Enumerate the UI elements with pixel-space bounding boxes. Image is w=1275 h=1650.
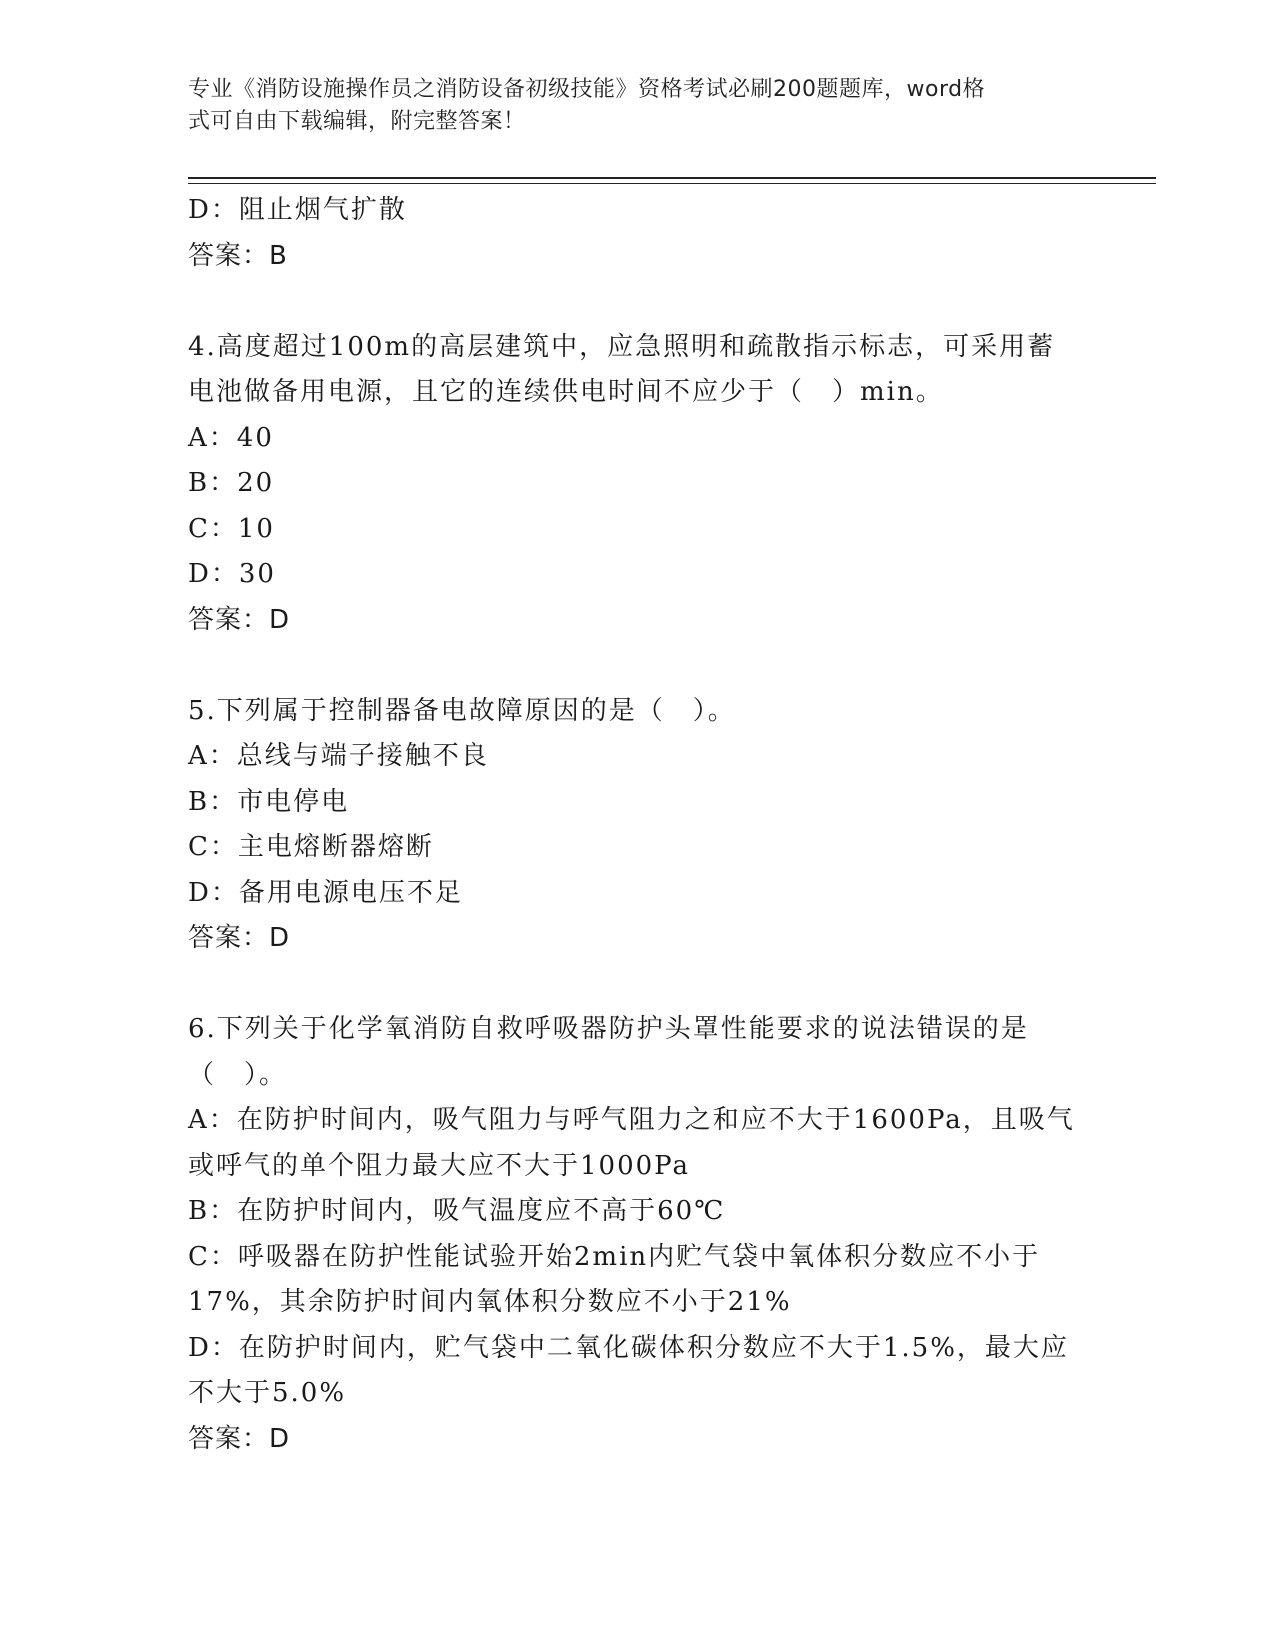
q6-stem-line-1: 6.下列关于化学氧消防自救呼吸器防护头罩性能要求的说法错误的是 [188,1014,1029,1044]
q5-option-d: D：备用电源电压不足 [188,877,463,908]
spacer [188,962,1088,1008]
q6-option-c-line-1: C：呼吸器在防护性能试验开始2min内贮气袋中氧体积分数应不小于 [188,1241,1041,1272]
q4-answer: 答案：D [188,604,291,635]
spacer [188,279,1088,325]
q5-option-b: B：市电停电 [188,786,350,817]
q6-option-d-line-1: D：在防护时间内，贮气袋中二氧化碳体积分数应不大于1.5%，最大应 [188,1332,1069,1363]
q5-option-a: A：总线与端子接触不良 [188,741,489,771]
question-3 [188,188,1088,279]
q6-option-d-line-2: 不大于5.0% [188,1378,347,1408]
q4-option-b: B：20 [188,468,275,498]
question-content [188,188,1088,1462]
q4-option-a: A：40 [188,422,274,453]
q6-answer: 答案：D [188,1423,291,1454]
header-line-1: 专业《消防设施操作员之消防设备初级技能》资格考试必刷200题题库，word格 [188,77,986,102]
header-line-2: 式可自由下载编辑，附完整答案！ [188,109,526,134]
q3-option-d: D：阻止烟气扩散 [188,195,407,225]
q4-option-c: C：10 [188,513,275,544]
header-rule-thin [188,183,1156,184]
q5-answer: 答案：D [188,923,291,953]
spacer [188,643,1088,689]
q5-option-c: C：主电熔断器熔断 [188,832,434,862]
q6-option-a-line-2: 或呼气的单个阻力最大应不大于1000Pa [188,1150,690,1181]
question-5 [188,689,1088,962]
q4-option-d: D：30 [188,559,276,589]
q6-option-a-line-1: A：在防护时间内，吸气阻力与呼气阻力之和应不大于1600Pa，且吸气 [188,1105,1075,1135]
q4-stem-line-2: 电池做备用电源，且它的连续供电时间不应少于（ ）min。 [188,377,944,407]
q6-option-b: B：在防护时间内，吸气温度应不高于60℃ [188,1196,726,1226]
q5-stem: 5.下列属于控制器备电故障原因的是（ ）。 [188,695,736,726]
document-header [188,74,1068,138]
header-rule-thick [188,177,1156,179]
q3-answer: 答案：B [188,240,288,271]
question-6 [188,1007,1088,1462]
q6-stem-line-2: （ ）。 [188,1059,288,1090]
q6-option-c-line-2: 17%，其余防护时间内氧体积分数应不小于21% [188,1287,792,1317]
question-4 [188,325,1088,644]
q4-stem-line-1: 4.高度超过100m的高层建筑中，应急照明和疏散指示标志，可采用蓄 [188,331,1056,362]
